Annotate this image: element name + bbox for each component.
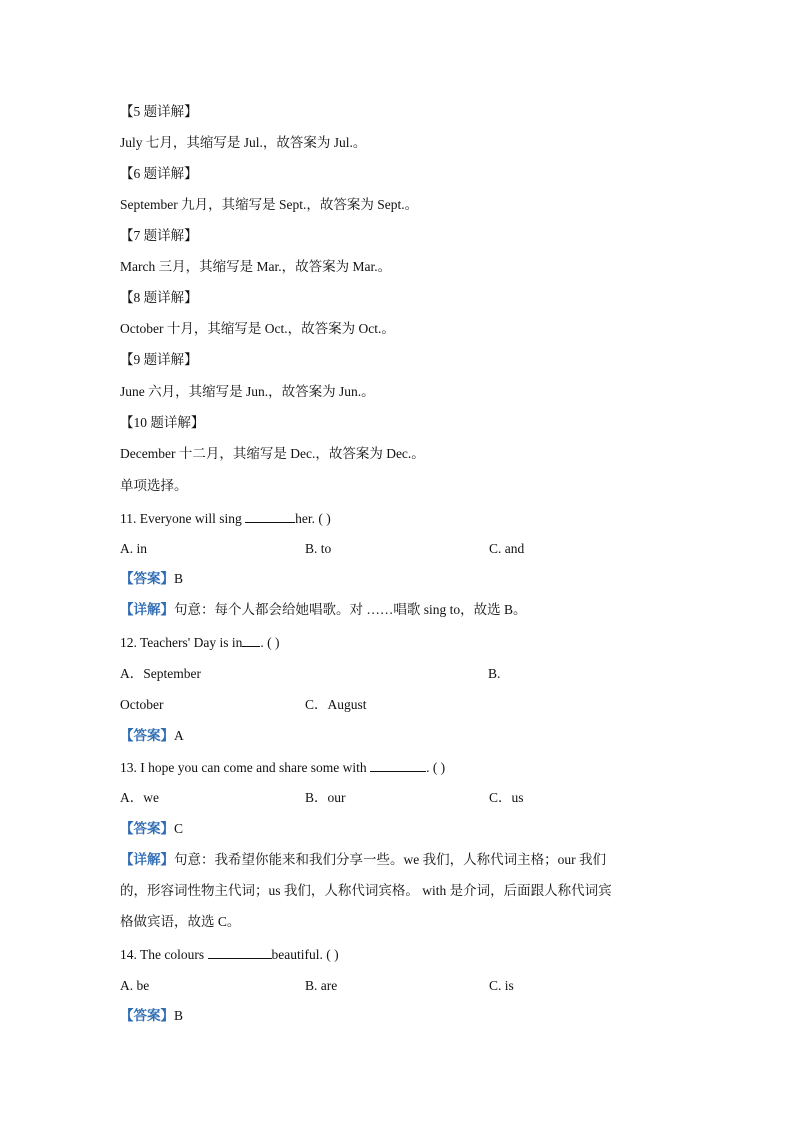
question-14 (120, 944, 339, 965)
detail-13-line-3: 格做宾语，故选 C。 (120, 914, 241, 929)
detail-label: 【详解】 (120, 852, 174, 867)
detail-text: 句意：每个人都会给她唱歌。对 ……唱歌 sing to，故选 B。 (174, 602, 527, 617)
question-12-option-a: A．September (120, 666, 201, 681)
option-c: C. and (489, 541, 525, 556)
detail-heading-6: 【6 题详解】 (120, 166, 198, 181)
detail-text-6: September 九月，其缩写是 Sept.，故答案为 Sept.。 (120, 197, 419, 212)
option-a: A. be (120, 978, 150, 993)
answer-value: B (174, 1008, 184, 1023)
question-11-post: her. ( ) (295, 511, 331, 526)
detail-text: 句意：我希望你能来和我们分享一些。we 我们，人称代词主格；our 我们 (174, 852, 606, 867)
option-c: C. is (489, 978, 514, 993)
section-title: 单项选择。 (120, 478, 188, 493)
detail-label: 【详解】 (120, 602, 174, 617)
detail-13-line-1 (120, 850, 606, 870)
answer-14 (120, 1006, 183, 1026)
detail-11 (120, 600, 527, 620)
question-12-option-c: C．August (305, 697, 367, 712)
option-c: C．us (489, 790, 524, 805)
option-a: A．we (120, 790, 159, 805)
option-b: B. are (305, 978, 338, 993)
answer-blank (370, 757, 426, 772)
answer-label: 【答案】 (120, 1008, 174, 1023)
question-13 (120, 757, 445, 778)
question-13-pre: 13. I hope you can come and share some with (120, 760, 371, 775)
detail-heading-5: 【5 题详解】 (120, 104, 198, 119)
question-12-option-b: B. (488, 666, 501, 681)
answer-value: C (174, 821, 184, 836)
answer-label: 【答案】 (120, 571, 174, 586)
answer-value: A (174, 728, 184, 743)
question-14-post: beautiful. ( ) (271, 947, 339, 962)
option-b: B. to (305, 541, 332, 556)
option-a: A. in (120, 541, 147, 556)
detail-heading-10: 【10 题详解】 (120, 415, 205, 430)
answer-value: B (174, 571, 184, 586)
detail-text-9: June 六月，其缩写是 Jun.，故答案为 Jun.。 (120, 384, 375, 399)
answer-label: 【答案】 (120, 728, 174, 743)
question-12-pre: 12. Teachers' Day is in (120, 635, 243, 650)
detail-text-7: March 三月，其缩写是 Mar.，故答案为 Mar.。 (120, 259, 392, 274)
question-12-post: . ( ) (260, 635, 280, 650)
question-11-pre: 11. Everyone will sing (120, 511, 246, 526)
answer-label: 【答案】 (120, 821, 174, 836)
detail-text-8: October 十月，其缩写是 Oct.，故答案为 Oct.。 (120, 321, 395, 336)
question-12 (120, 632, 279, 653)
answer-12 (120, 726, 184, 746)
detail-heading-8: 【8 题详解】 (120, 290, 198, 305)
option-b: B．our (305, 790, 346, 805)
detail-text-5: July 七月，其缩写是 Jul.，故答案为 Jul.。 (120, 135, 367, 150)
answer-blank (242, 632, 260, 647)
question-14-pre: 14. The colours (120, 947, 208, 962)
answer-13 (120, 819, 183, 839)
answer-blank (208, 944, 272, 959)
question-11 (120, 508, 331, 529)
question-12-option-b-cont: October (120, 697, 164, 712)
detail-13-line-2: 的，形容词性物主代词；us 我们，人称代词宾格。 with 是介词，后面跟人称代词宾 (120, 883, 612, 898)
question-13-post: . ( ) (426, 760, 446, 775)
detail-heading-9: 【9 题详解】 (120, 352, 198, 367)
detail-text-10: December 十二月，其缩写是 Dec.，故答案为 Dec.。 (120, 446, 425, 461)
answer-blank (245, 508, 295, 523)
detail-heading-7: 【7 题详解】 (120, 228, 198, 243)
answer-11 (120, 569, 183, 589)
